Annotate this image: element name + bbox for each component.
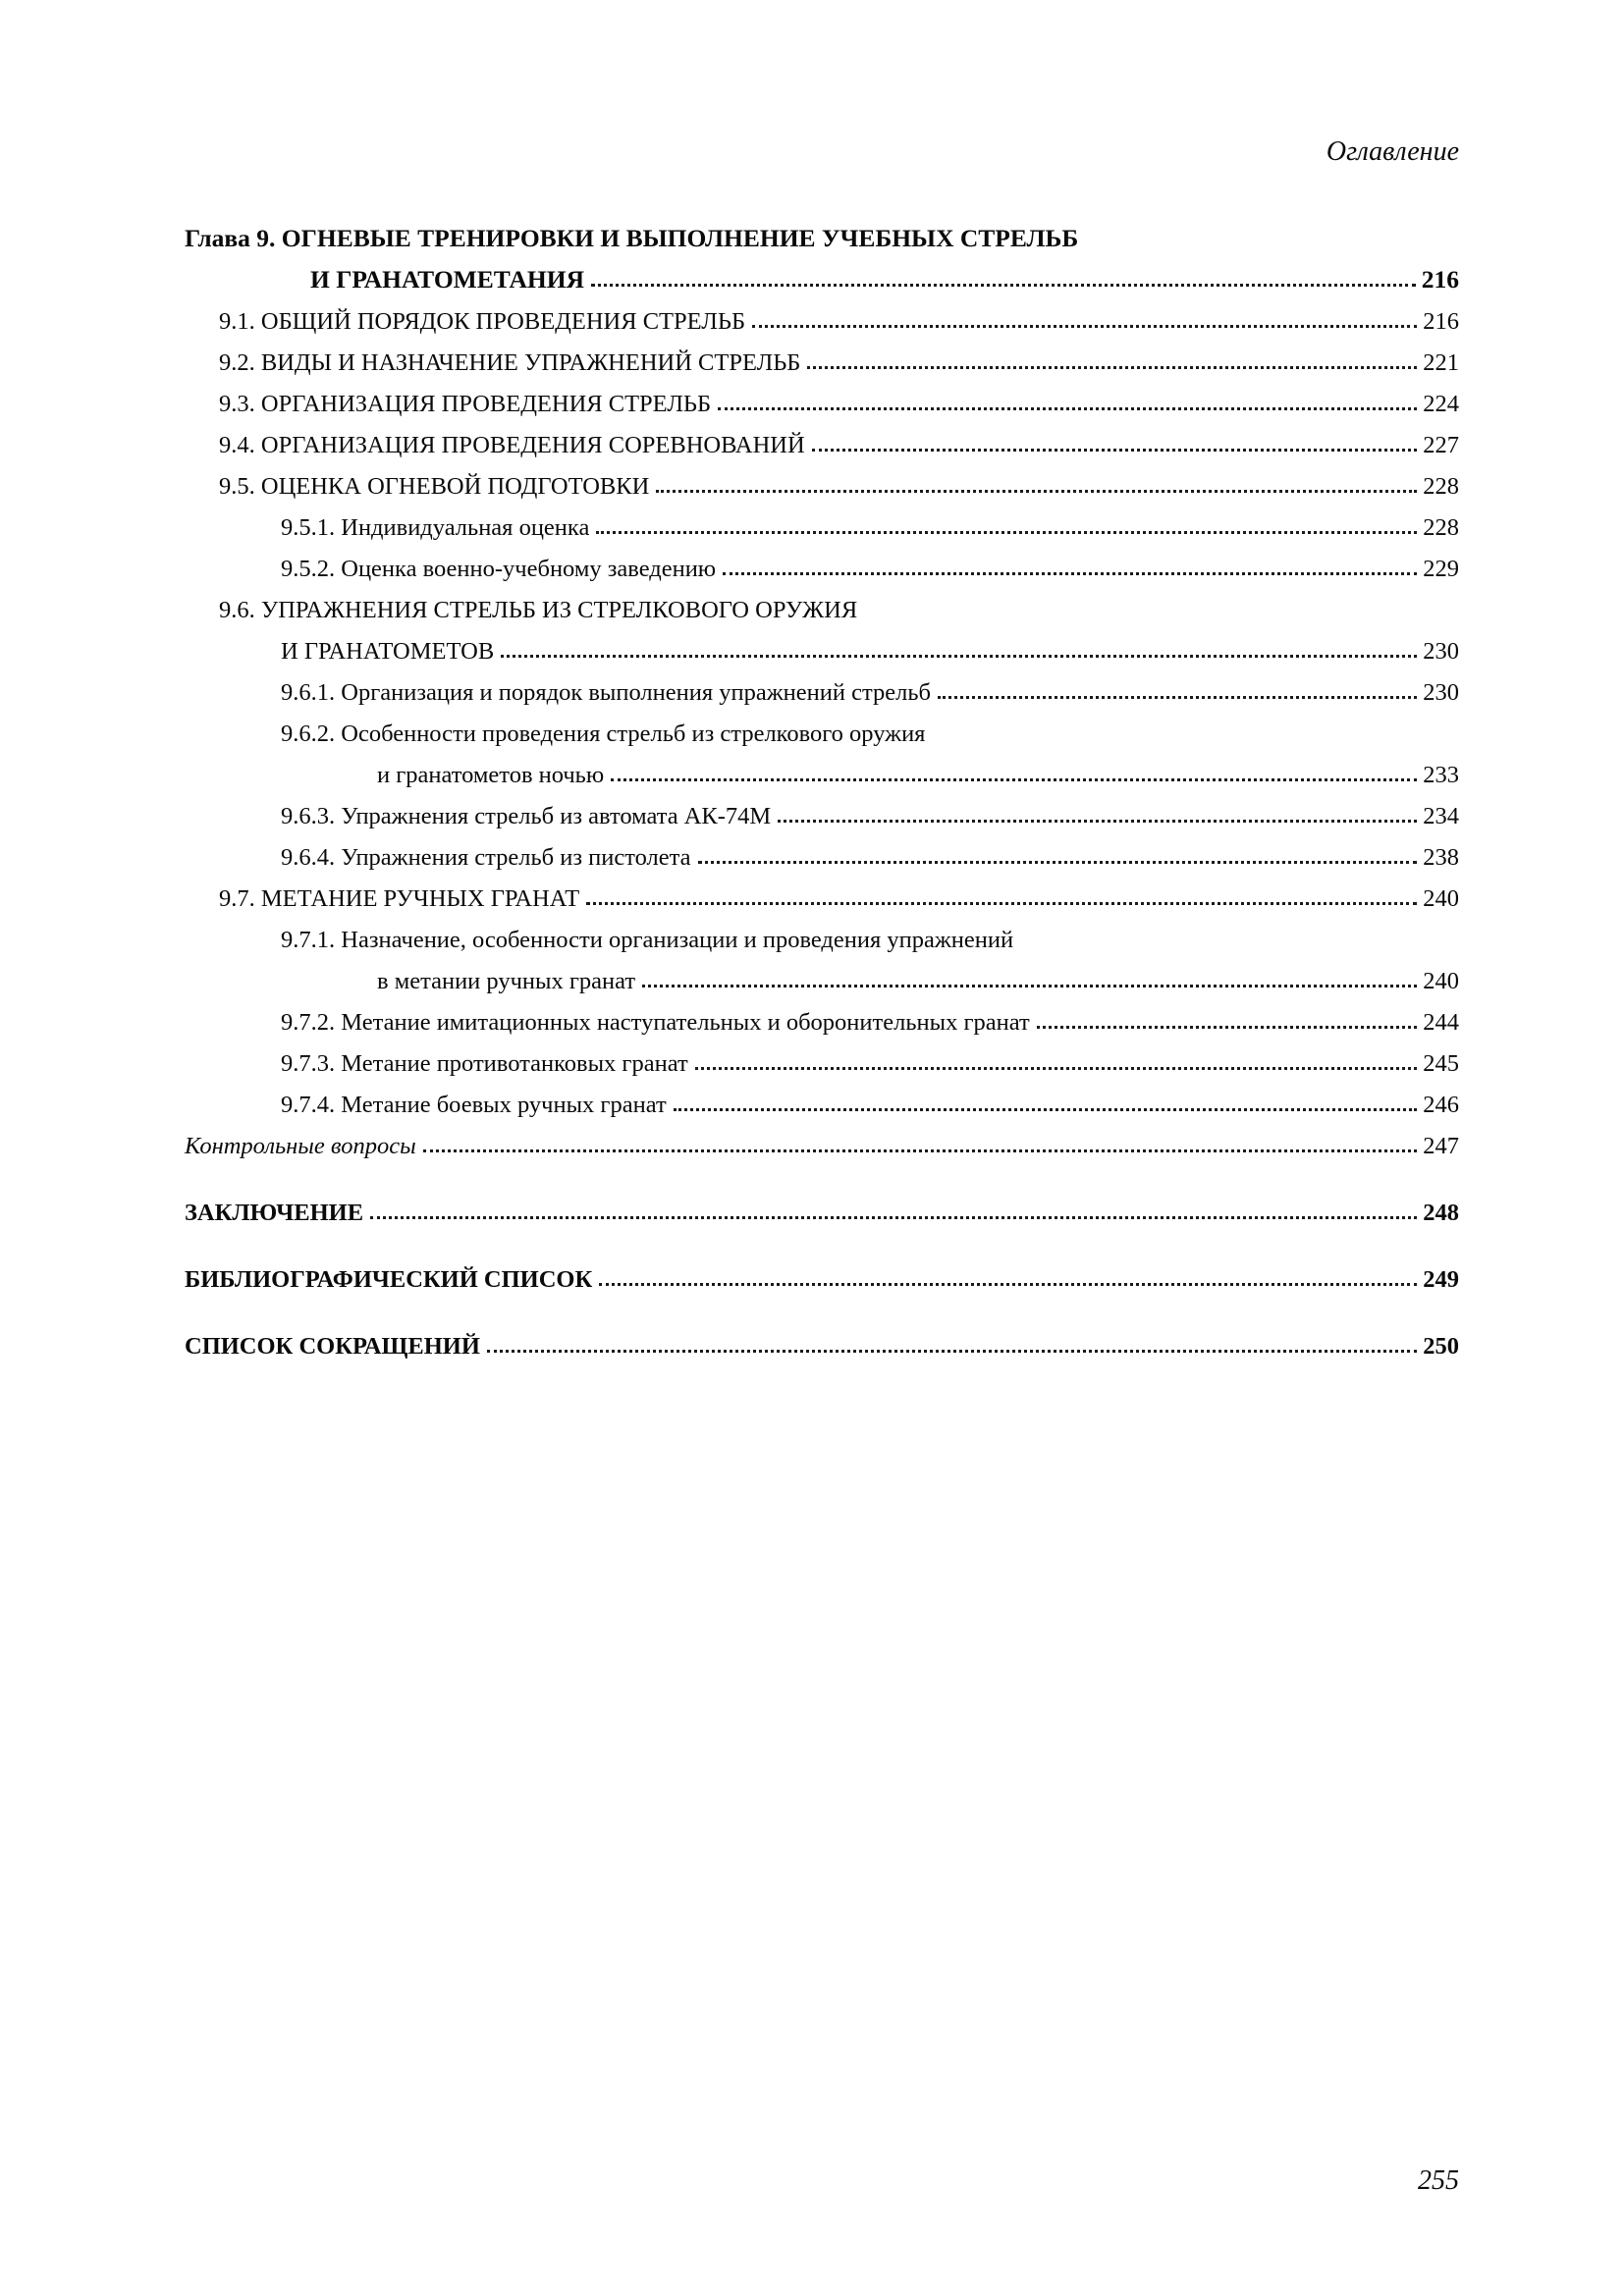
dot-leader xyxy=(599,1283,1417,1286)
toc-entry xyxy=(185,459,1459,501)
dot-leader xyxy=(370,1216,1417,1219)
toc-entry-label: 9.7.4. Метание боевых ручных гранат xyxy=(281,1092,667,1118)
toc-page-number: 230 xyxy=(1423,638,1459,665)
toc-entry xyxy=(185,1186,1459,1227)
toc-entry-line xyxy=(185,294,1459,336)
toc-list xyxy=(185,212,1459,1361)
toc-entry-label: и гранатометов ночью xyxy=(377,762,605,788)
dot-leader xyxy=(695,1067,1418,1070)
toc-entry-label: 9.6.3. Упражнения стрельб из автомата АК-74М xyxy=(281,803,772,829)
toc-entry-line xyxy=(185,789,1459,830)
toc-entry-line xyxy=(185,501,1459,542)
toc-entry-label: 9.4. ОРГАНИЗАЦИЯ ПРОВЕДЕНИЯ СОРЕВНОВАНИЙ xyxy=(219,432,805,458)
toc-entry-line xyxy=(185,872,1459,913)
toc-entry-line xyxy=(185,830,1459,872)
toc-page-number: 245 xyxy=(1423,1050,1459,1077)
dot-leader xyxy=(423,1149,1418,1152)
toc-page-number: 221 xyxy=(1423,349,1459,376)
toc-entry-line xyxy=(185,542,1459,583)
toc-entry xyxy=(185,1119,1459,1160)
toc-entry-label: 9.5. ОЦЕНКА ОГНЕВОЙ ПОДГОТОВКИ xyxy=(219,473,650,500)
toc-entry xyxy=(185,583,1459,666)
toc-page-number: 244 xyxy=(1423,1009,1459,1036)
toc-entry-line xyxy=(185,954,1459,995)
toc-entry-line xyxy=(185,336,1459,377)
toc-entry-line xyxy=(185,1186,1459,1227)
toc-page-number: 228 xyxy=(1423,473,1459,500)
toc-entry-label: 9.6.2. Особенности проведения стрельб из стрелкового оружия xyxy=(281,721,926,747)
toc-entry-line xyxy=(185,913,1459,954)
dot-leader xyxy=(591,284,1416,287)
toc-page-number: 224 xyxy=(1423,391,1459,417)
dot-leader xyxy=(723,572,1417,575)
toc-entry-label: 9.7.1. Назначение, особенности организации и проведения упражнений xyxy=(281,927,1014,953)
toc-entry-line xyxy=(185,748,1459,789)
toc-entry-label: Контрольные вопросы xyxy=(185,1133,416,1159)
toc-entry xyxy=(185,1253,1459,1294)
dot-leader xyxy=(586,902,1417,905)
dot-leader xyxy=(642,985,1417,988)
toc-entry-label: 9.1. ОБЩИЙ ПОРЯДОК ПРОВЕДЕНИЯ СТРЕЛЬБ xyxy=(219,308,746,335)
dot-leader xyxy=(778,820,1417,823)
toc-entry-line xyxy=(185,377,1459,418)
dot-leader xyxy=(1037,1026,1418,1029)
toc-page-number: 233 xyxy=(1423,762,1459,788)
toc-page-number: 240 xyxy=(1423,885,1459,912)
dot-leader xyxy=(718,407,1417,410)
toc-entry-line xyxy=(185,624,1459,666)
toc-entry-label: И ГРАНАТОМЕТОВ xyxy=(281,638,495,665)
toc-entry-line xyxy=(185,253,1459,294)
toc-entry-label: 9.7.3. Метание противотанковых гранат xyxy=(281,1050,688,1077)
dot-leader xyxy=(807,366,1417,369)
dot-leader xyxy=(812,449,1418,452)
toc-entry xyxy=(185,913,1459,995)
toc-entry-line xyxy=(185,1037,1459,1078)
toc-page-number: 248 xyxy=(1423,1200,1459,1226)
dot-leader xyxy=(596,531,1417,534)
toc-entry-line xyxy=(185,1253,1459,1294)
dot-leader xyxy=(656,490,1417,493)
toc-page-number: 216 xyxy=(1423,308,1459,335)
toc-page-number: 250 xyxy=(1423,1333,1459,1360)
toc-page-number: 234 xyxy=(1423,803,1459,829)
toc-entry-label: 9.2. ВИДЫ И НАЗНАЧЕНИЕ УПРАЖНЕНИЙ СТРЕЛЬБ xyxy=(219,349,801,376)
toc-entry xyxy=(185,1037,1459,1078)
toc-entry-label: 9.6.1. Организация и порядок выполнения упражнений стрельб xyxy=(281,679,931,706)
dot-leader xyxy=(752,325,1417,328)
toc-page-number: 247 xyxy=(1423,1133,1459,1159)
toc-page-number: 238 xyxy=(1423,844,1459,871)
toc-page-number: 229 xyxy=(1423,556,1459,582)
toc-entry-line xyxy=(185,1319,1459,1361)
running-head: Оглавление xyxy=(1326,136,1459,167)
toc-entry-label: СПИСОК СОКРАЩЕНИЙ xyxy=(185,1333,480,1360)
toc-entry xyxy=(185,212,1459,294)
toc-entry-label: в метании ручных гранат xyxy=(377,968,636,994)
dot-leader xyxy=(674,1108,1418,1111)
toc-entry-line xyxy=(185,583,1459,624)
toc-page-number: 228 xyxy=(1423,514,1459,541)
page-content xyxy=(185,135,1459,1361)
toc-entry xyxy=(185,830,1459,872)
toc-entry xyxy=(185,418,1459,459)
toc-entry-line xyxy=(185,995,1459,1037)
toc-entry xyxy=(185,336,1459,377)
toc-entry-label: И ГРАНАТОМЕТАНИЯ xyxy=(310,265,584,294)
toc-page-number: 230 xyxy=(1423,679,1459,706)
toc-entry xyxy=(185,501,1459,542)
toc-entry xyxy=(185,542,1459,583)
toc-entry-line xyxy=(185,666,1459,707)
toc-page-number: 240 xyxy=(1423,968,1459,994)
toc-entry-line xyxy=(185,459,1459,501)
toc-entry xyxy=(185,789,1459,830)
toc-entry xyxy=(185,707,1459,789)
toc-entry xyxy=(185,1319,1459,1361)
dot-leader xyxy=(698,861,1418,864)
toc-entry-label: 9.7.2. Метание имитационных наступательных и оборонительных гранат xyxy=(281,1009,1030,1036)
toc-page-number: 246 xyxy=(1423,1092,1459,1118)
toc-entry-line xyxy=(185,418,1459,459)
toc-entry xyxy=(185,1078,1459,1119)
toc-entry-label: ЗАКЛЮЧЕНИЕ xyxy=(185,1200,364,1226)
toc-entry-label: БИБЛИОГРАФИЧЕСКИЙ СПИСОК xyxy=(185,1266,593,1293)
dot-leader xyxy=(611,778,1417,781)
toc-entry xyxy=(185,377,1459,418)
toc-entry xyxy=(185,666,1459,707)
page-number-folio: 255 xyxy=(1418,2165,1459,2196)
toc-entry xyxy=(185,872,1459,913)
toc-entry xyxy=(185,995,1459,1037)
toc-entry-label: 9.5.2. Оценка военно-учебному заведению xyxy=(281,556,717,582)
toc-entry-label: Глава 9. ОГНЕВЫЕ ТРЕНИРОВКИ И ВЫПОЛНЕНИЕ УЧЕБНЫХ СТРЕЛЬБ xyxy=(185,224,1079,252)
toc-page-number: 249 xyxy=(1423,1266,1459,1293)
toc-entry-line xyxy=(185,707,1459,748)
dot-leader xyxy=(501,655,1417,658)
toc-entry-label: 9.7. МЕТАНИЕ РУЧНЫХ ГРАНАТ xyxy=(219,885,580,912)
toc-entry xyxy=(185,294,1459,336)
toc-page-number: 227 xyxy=(1423,432,1459,458)
toc-page-number: 216 xyxy=(1421,265,1459,294)
toc-entry-label: 9.3. ОРГАНИЗАЦИЯ ПРОВЕДЕНИЯ СТРЕЛЬБ xyxy=(219,391,712,417)
toc-entry-line xyxy=(185,1119,1459,1160)
toc-entry-line xyxy=(185,1078,1459,1119)
toc-entry-label: 9.5.1. Индивидуальная оценка xyxy=(281,514,590,541)
dot-leader xyxy=(938,696,1417,699)
toc-entry-label: 9.6. УПРАЖНЕНИЯ СТРЕЛЬБ ИЗ СТРЕЛКОВОГО ОРУЖИЯ xyxy=(219,597,858,623)
dot-leader xyxy=(487,1350,1417,1353)
toc-entry-label: 9.6.4. Упражнения стрельб из пистолета xyxy=(281,844,691,871)
toc-entry-line xyxy=(185,212,1459,253)
